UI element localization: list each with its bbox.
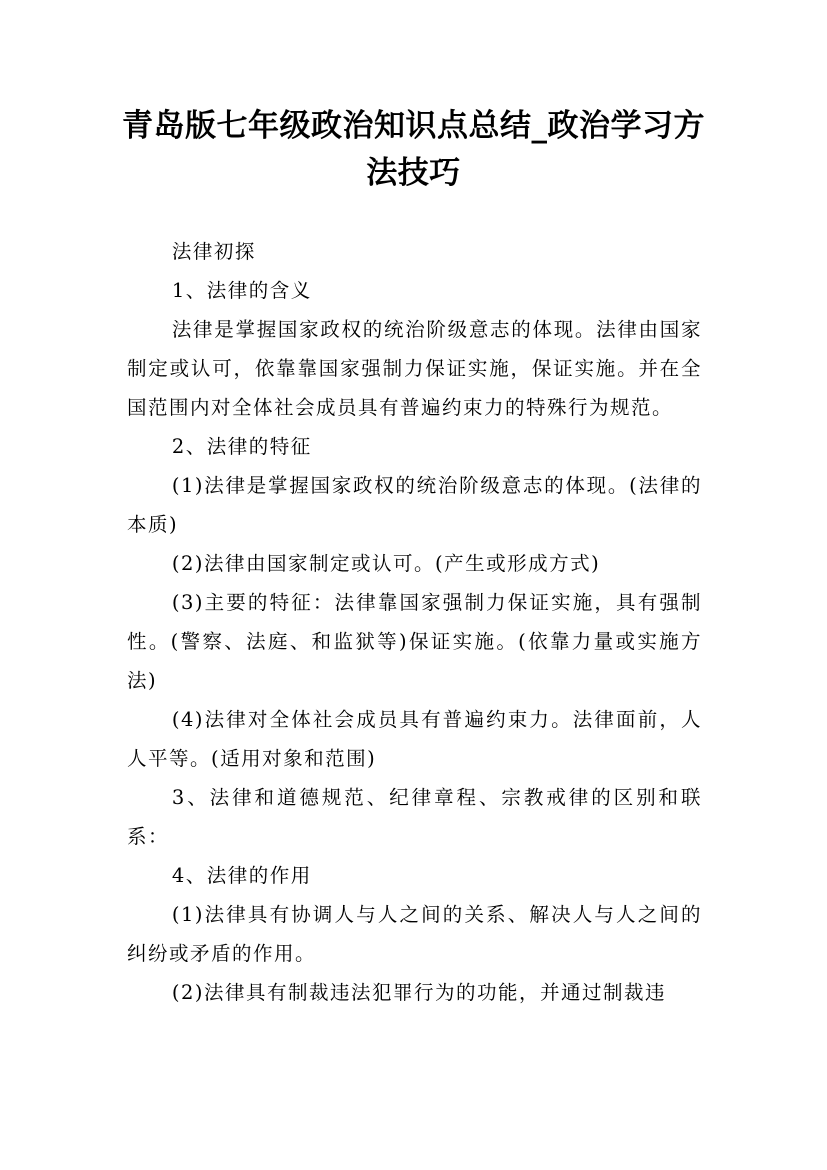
subheading: 2、法律的特征	[171, 435, 312, 458]
subheading: 3、法律和道德规范、纪律章程、宗教戒律的区别和联系：	[127, 786, 702, 848]
list-item: (1)法律是掌握国家政权的统治阶级意志的体现。(法律的本质)	[127, 474, 702, 536]
section-heading: 法律初探	[171, 240, 256, 263]
subheading: 1、法律的含义	[171, 279, 312, 302]
list-item: (3)主要的特征：法律靠国家强制力保证实施，具有强制性。(警察、法庭、和监狱等)保证实施。(依靠力量或实施方法)	[127, 591, 702, 692]
document-body	[127, 232, 702, 1012]
paragraph: 法律是掌握国家政权的统治阶级意志的体现。法律由国家制定或认可，依靠靠国家强制力保证实施，保证实施。并在全国范围内对全体社会成员具有普遍约束力的特殊行为规范。	[127, 318, 702, 419]
list-item: (1)法律具有协调人与人之间的关系、解决人与人之间的纠纷或矛盾的作用。	[127, 903, 702, 965]
document-title: 青岛版七年级政治知识点总结_政治学习方法技巧	[122, 108, 705, 191]
list-item: (2)法律具有制裁违法犯罪行为的功能，并通过制裁违	[171, 981, 666, 1004]
list-item: (2)法律由国家制定或认可。(产生或形成方式)	[171, 552, 601, 575]
list-item: (4)法律对全体社会成员具有普遍约束力。法律面前，人人平等。(适用对象和范围)	[127, 708, 702, 770]
subheading: 4、法律的作用	[171, 864, 312, 887]
